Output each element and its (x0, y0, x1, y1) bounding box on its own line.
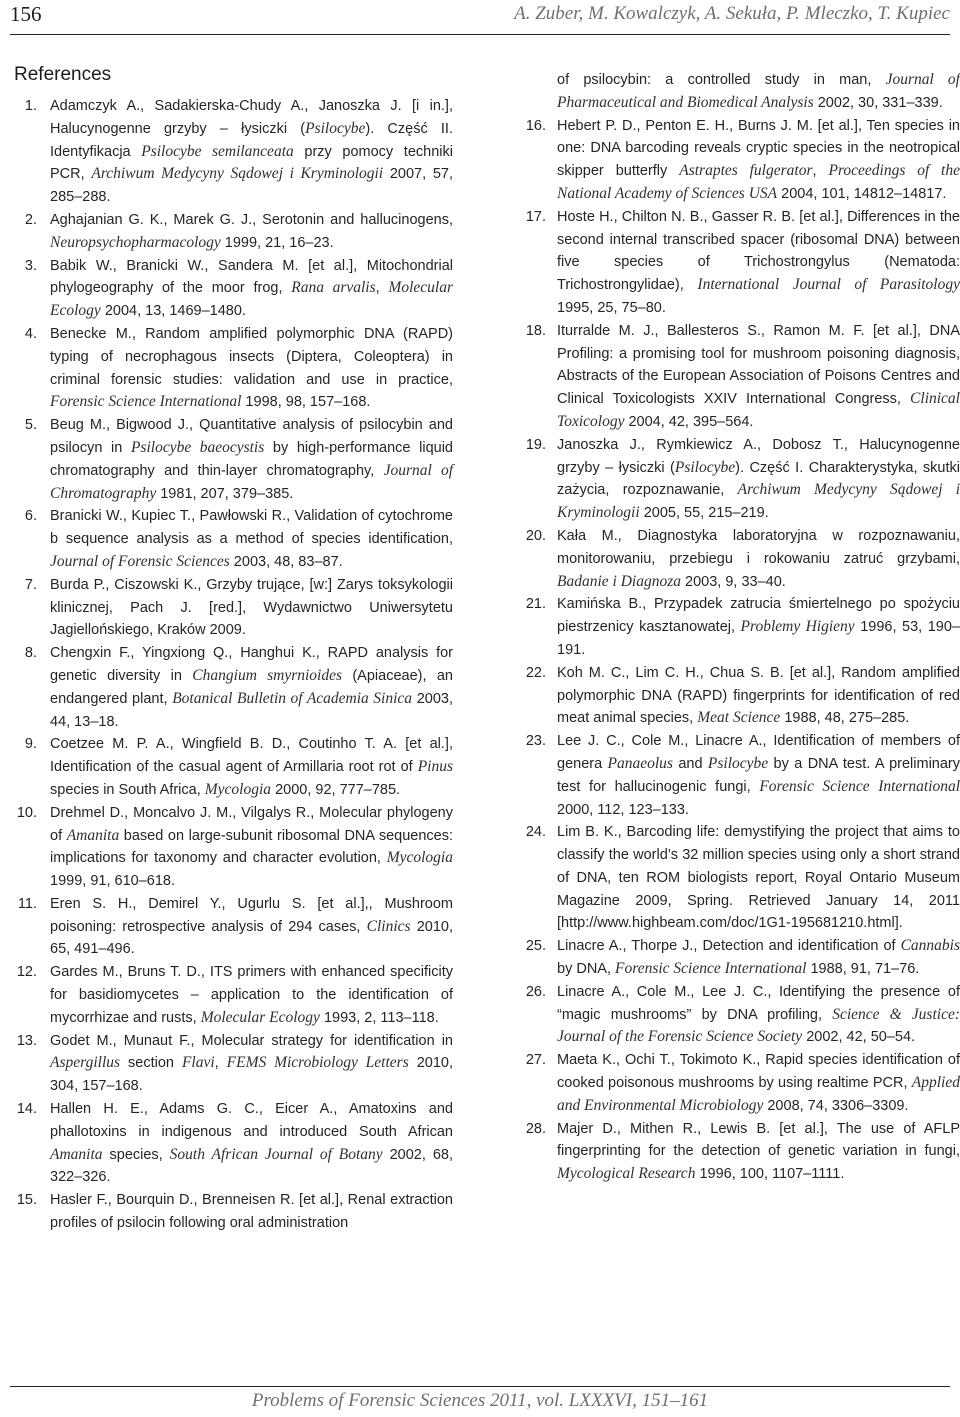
reference-text: ). Część I. Charakterystyka, skutki zażycia, rozpoznawanie, (557, 459, 960, 499)
reference-text: Lim B. K., Barcoding life: demystifying the project that aims to classify the world’s 32 million species using only a short strand of DNA, ten ROM biologists report, Royal Ontario Museum Magazine 2009, Spring. Retrieved January 14, 2011 [http://www.highbeam.com/doc/1G1-195681210.html]. (557, 824, 960, 932)
reference-number: 27. (525, 1052, 546, 1069)
reference-italic-text: Panaeolus (607, 754, 673, 772)
reference-italic-text: Astraptes fulgerator (679, 162, 813, 180)
references-right-column (520, 69, 960, 1186)
reference-item (13, 1098, 453, 1189)
reference-number: 26. (525, 983, 546, 1000)
reference-text: Gardes M., Bruns T. D., ITS primers with enhanced specificity for basidiomycetes – application to the identification of mycorrhizae and rusts, (50, 964, 453, 1026)
reference-text: 2003, 44, 13–18. (50, 690, 454, 730)
reference-text: 2002, 68, 322–326. (50, 1146, 454, 1186)
reference-number: 13. (16, 1032, 37, 1049)
reference-item (520, 662, 960, 730)
reference-text: Hasler F., Bourquin D., Brenneisen R. [et al.], Renal extraction profiles of psilocin following oral administration (50, 1192, 453, 1232)
reference-text: species, (102, 1146, 170, 1163)
reference-italic-text: Amanita (66, 826, 120, 844)
reference-text: Maeta K., Ochi T., Tokimoto K., Rapid species identification of cooked poisonous mushrooms by using realtime PCR, (557, 1052, 960, 1092)
reference-item (13, 505, 453, 573)
reference-text: Aghajanian G. K., Marek G. J., Serotonin and hallucinogens, (50, 211, 453, 228)
reference-text: Burda P., Ciszowski K., Grzyby trujące, [w:] Zarys toksykologii klinicznej, Pach J. [red.], Wydawnictwo Uniwersytetu Jagiellońskiego, Kraków 2009. (50, 576, 453, 639)
reference-italic-text: Molecular Ecology (200, 1008, 320, 1026)
reference-item (13, 893, 453, 961)
reference-list-right (520, 69, 960, 1186)
reference-text: Kała M., Diagnostyka laboratoryjna w rozpoznawaniu, monitorowaniu, przebiegu i rokowaniu zatruć grzybami, (557, 527, 960, 567)
reference-text: Kamińska B., Przypadek zatrucia śmiertelnego po spożyciu piestrzenicy kasztanowatej, (557, 596, 960, 636)
reference-number: 7. (24, 576, 37, 593)
reference-item (13, 1189, 453, 1235)
reference-number: 3. (24, 257, 37, 274)
reference-text: 1981, 207, 379–385. (156, 485, 294, 502)
references-left-column (13, 95, 453, 1235)
reference-italic-text: Journal of Forensic Sciences (50, 552, 230, 570)
reference-italic-text: Botanical Bulletin of Academia Sinica (172, 689, 413, 707)
reference-number: 14. (16, 1101, 37, 1118)
reference-italic-text: Forensic Science International (615, 960, 807, 978)
reference-number: 15. (16, 1192, 37, 1209)
reference-italic-text: Archiwum Medycyny Sądowej i Kryminologii (557, 481, 960, 522)
reference-text: Eren S. H., Demirel Y., Ugurlu S. [et al.],, Mushroom poisoning: retrospective analysis of 294 cases, (50, 895, 453, 935)
reference-text: Janoszka J., Rymkiewicz A., Dobosz T., Halucynogenne grzyby – łysiczki ( (557, 436, 960, 476)
reference-item (520, 525, 960, 593)
reference-text: Branicki W., Kupiec T., Pawłowski R., Validation of cytochrome b sequence analysis as a method of species identification, (50, 508, 453, 548)
page-footer: Problems of Forensic Sciences 2011, vol. LXXXVI, 151–161 (251, 1390, 709, 1411)
reference-number: 25. (525, 938, 546, 955)
reference-text: 1996, 100, 1107–1111. (695, 1166, 845, 1183)
reference-item (13, 642, 453, 733)
reference-italic-text: Mycologia (204, 780, 272, 798)
reference-item (13, 802, 453, 893)
reference-italic-text: Clinics (366, 917, 411, 935)
reference-number: 22. (525, 664, 546, 681)
reference-italic-text: Flavi (181, 1054, 215, 1072)
page-header (10, 0, 950, 35)
reference-text: 2000, 112, 123–133. (557, 801, 689, 818)
reference-italic-text: Aspergillus (50, 1054, 121, 1072)
reference-italic-text: Changium smyrnioides (192, 666, 342, 684)
reference-text: ). Część II. Identyfikacja (50, 120, 453, 160)
reference-italic-text: Journal of Pharmaceutical and Biomedical Analysis (557, 71, 960, 111)
reference-italic-text: Journal of Chromatography (50, 461, 454, 502)
running-head: A. Zuber, M. Kowalczyk, A. Sekuła, P. Mleczko, T. Kupiec (514, 3, 950, 24)
reference-text: 2003, 48, 83–87. (229, 553, 343, 570)
reference-text: Linacre A., Thorpe J., Detection and identification of (557, 938, 901, 955)
reference-item (520, 730, 960, 821)
reference-item (520, 1049, 960, 1117)
reference-text: Hebert P. D., Penton E. H., Burns J. M. [et al.], Ten species in one: DNA barcoding reveals cryptic species in the neotropical skipper butterfly (557, 117, 960, 180)
reference-item (520, 935, 960, 981)
reference-italic-text: Mycologia (386, 849, 453, 867)
reference-item (520, 115, 960, 206)
reference-italic-text: Archiwum Medycyny Sądowej i Kryminologii (91, 165, 384, 183)
reference-text: Benecke M., Random amplified polymorphic DNA (RAPD) typing of necrophagous insects (Diptera, Coleoptera) in criminal forensic studies: validation and use in practice, (50, 325, 453, 388)
reference-italic-text: Rana arvalis (291, 279, 376, 297)
reference-text: 2010, 65, 491–496. (50, 918, 453, 958)
footer-rule (10, 1386, 950, 1387)
reference-text: Chengxin F., Yingxiong Q., Hanghui K., RAPD analysis for genetic diversity in (50, 645, 453, 684)
reference-text: 2004, 42, 395–564. (624, 413, 754, 430)
reference-text: , (812, 163, 829, 180)
reference-item (13, 95, 453, 209)
reference-text: 1998, 98, 157–168. (241, 394, 371, 411)
reference-text: by a DNA test. A preliminary test for hallucinogenic fungi, (557, 755, 960, 795)
reference-text: 2008, 74, 3306–3309. (763, 1097, 909, 1114)
reference-text: przy pomocy techniki PCR, (50, 143, 453, 183)
reference-text: 1988, 48, 275–285. (780, 710, 910, 727)
reference-text: 2005, 55, 215–219. (639, 505, 769, 522)
reference-item (520, 320, 960, 434)
reference-number: 28. (525, 1120, 546, 1137)
reference-italic-text: Psilocybe semilanceata (141, 142, 294, 160)
reference-text: , (375, 280, 389, 297)
reference-text: 2002, 30, 331–339. (813, 94, 943, 111)
reference-text: Koh M. C., Lim C. H., Chua S. B. [et al.], Random amplified polymorphic DNA (RAPD) fingerprints for identification of red meat animal species, (557, 664, 960, 727)
reference-item (13, 733, 453, 801)
reference-text: based on large-subunit ribosomal DNA sequences: implications for taxonomy and character evolution, (50, 827, 453, 867)
reference-text: Babik W., Branicki W., Sandera M. [et al.], Mitochondrial phylogeography of the moor frog, (50, 257, 453, 297)
reference-text: Beug M., Bigwood J., Quantitative analysis of psilocybin and psilocyn in (50, 417, 453, 456)
reference-item (520, 206, 960, 320)
reference-number: 9. (24, 736, 37, 753)
reference-item (13, 323, 453, 414)
reference-number: 11. (17, 895, 37, 912)
reference-number: 10. (16, 804, 37, 821)
reference-number: 18. (525, 322, 546, 339)
reference-number: 23. (525, 733, 546, 750)
reference-text: 2002, 42, 50–54. (802, 1029, 916, 1046)
reference-text: and (672, 755, 708, 772)
reference-number: 12. (16, 964, 37, 981)
reference-item (520, 434, 960, 525)
reference-item (520, 821, 960, 935)
reference-item (13, 414, 453, 505)
reference-italic-text: Psilocybe (305, 119, 366, 137)
reference-text: 1999, 21, 16–23. (220, 234, 334, 251)
page-number: 156 (10, 2, 42, 26)
reference-italic-text: International Journal of Parasitology (697, 276, 960, 294)
reference-italic-text: Forensic Science International (759, 777, 960, 795)
reference-number: 19. (525, 436, 546, 453)
reference-italic-text: Badanie i Diagnoza (557, 572, 681, 590)
reference-text: Adamczyk A., Sadakierska-Chudy A., Janoszka J. [i in.], Halucynogenne grzyby – łysiczki ( (50, 98, 453, 137)
reference-text: 2004, 101, 14812–14817. (777, 185, 947, 202)
reference-text: Drehmel D., Moncalvo J. M., Vilgalys R., Molecular phylogeny of (50, 804, 453, 844)
reference-number: 1. (24, 98, 37, 114)
reference-text: Iturralde M. J., Ballesteros S., Ramon M. F. [et al.], DNA Profiling: a promising tool for mushroom poisoning diagnosis, Abstracts of the European Association of Poisons Centres and Clinical Toxicologists XXIV International Congress, (557, 322, 960, 408)
reference-italic-text: Proceedings of the National Academy of Sciences USA (557, 162, 960, 202)
reference-text: 2003, 9, 33–40. (681, 573, 786, 590)
reference-text: Coetzee M. P. A., Wingfield B. D., Coutinho T. A. [et al.], Identification of the casual agent of Armillaria root rot of (50, 736, 453, 776)
reference-item (520, 69, 960, 115)
reference-text: 1999, 91, 610–618. (50, 873, 175, 890)
reference-text: Linacre A., Cole M., Lee J. C., Identifying the presence of “magic mushrooms” by DNA profiling, (557, 983, 960, 1023)
reference-italic-text: Molecular Ecology (50, 279, 453, 320)
reference-number: 24. (525, 824, 546, 841)
reference-italic-text: Applied and Environmental Microbiology (557, 1074, 960, 1114)
reference-italic-text: Amanita (50, 1145, 103, 1163)
reference-text: by DNA, (557, 961, 616, 978)
reference-text: Godet M., Munaut F., Molecular strategy for identification in (50, 1032, 453, 1049)
reference-number: 4. (24, 325, 37, 342)
reference-item (13, 209, 453, 255)
reference-text: section (120, 1055, 182, 1072)
reference-item (520, 593, 960, 661)
reference-text: (Apiaceae), an endangered plant, (50, 667, 453, 707)
reference-number: 8. (24, 645, 37, 662)
reference-list-left (13, 95, 453, 1235)
reference-item (13, 574, 453, 642)
reference-text: Lee J. C., Cole M., Linacre A., Identification of members of genera (557, 733, 960, 772)
reference-text: , (214, 1055, 227, 1072)
reference-italic-text: Science & Justice: Journal of the Forensic Science Society (557, 1005, 960, 1046)
reference-item (13, 1030, 453, 1098)
reference-italic-text: Psilocybe (707, 754, 769, 772)
reference-text: 1993, 2, 113–118. (319, 1009, 439, 1026)
reference-text: 1988, 91, 71–76. (806, 961, 920, 978)
reference-italic-text: Neuropsychopharmacology (50, 233, 221, 251)
reference-italic-text: Forensic Science International (50, 393, 242, 411)
reference-number: 6. (24, 508, 37, 525)
reference-number: 5. (24, 417, 37, 434)
reference-italic-text: Problemy Higieny (740, 618, 855, 636)
reference-text: Hoste H., Chilton N. B., Gasser R. B. [et al.], Differences in the second internal transcribed spacer (ribosomal DNA) between five species of Trichostrongylus (Nematoda: Trichostrongylidae), (557, 208, 960, 294)
reference-italic-text: Psilocybe (674, 458, 736, 476)
reference-italic-text: South African Journal of Botany (169, 1145, 383, 1163)
reference-item (520, 1118, 960, 1186)
reference-number: 21. (525, 596, 546, 613)
reference-text: 2000, 92, 777–785. (271, 781, 401, 798)
section-title: References (14, 64, 112, 85)
reference-number: 16. (525, 117, 546, 134)
reference-text: 1996, 53, 190–191. (557, 619, 960, 658)
reference-italic-text: Clinical Toxicology (557, 390, 960, 430)
reference-italic-text: FEMS Microbiology Letters (226, 1054, 409, 1072)
reference-number: 20. (525, 527, 546, 544)
reference-item (13, 961, 453, 1029)
reference-text: 1995, 25, 75–80. (557, 299, 666, 316)
reference-number: 2. (24, 211, 37, 228)
reference-text: Hallen H. E., Adams G. C., Eicer A., Amatoxins and phallotoxins in indigenous and introduced South African (50, 1101, 453, 1140)
reference-italic-text: Mycological Research (557, 1165, 696, 1183)
reference-text: of psilocybin: a controlled study in man, (557, 72, 886, 88)
reference-item (520, 981, 960, 1049)
reference-italic-text: Cannabis (900, 937, 960, 955)
reference-text: 2004, 13, 1469–1480. (100, 303, 246, 320)
reference-italic-text: Pinus (417, 758, 453, 776)
reference-text: by high-performance liquid chromatography and thin-layer chromatography, (50, 439, 453, 479)
reference-italic-text: Psilocybe baeocystis (130, 438, 265, 456)
reference-text: species in South Africa, (50, 781, 205, 798)
reference-text: Majer D., Mithen R., Lewis B. [et al.], The use of AFLP fingerprinting for the detection of genetic variation in fungi, (557, 1120, 960, 1160)
reference-number: 17. (525, 208, 546, 225)
reference-italic-text: Meat Science (697, 709, 781, 727)
reference-item (13, 255, 453, 323)
reference-text: 2007, 57, 285–288. (50, 166, 454, 206)
reference-text: 2010, 304, 157–168. (50, 1055, 454, 1095)
